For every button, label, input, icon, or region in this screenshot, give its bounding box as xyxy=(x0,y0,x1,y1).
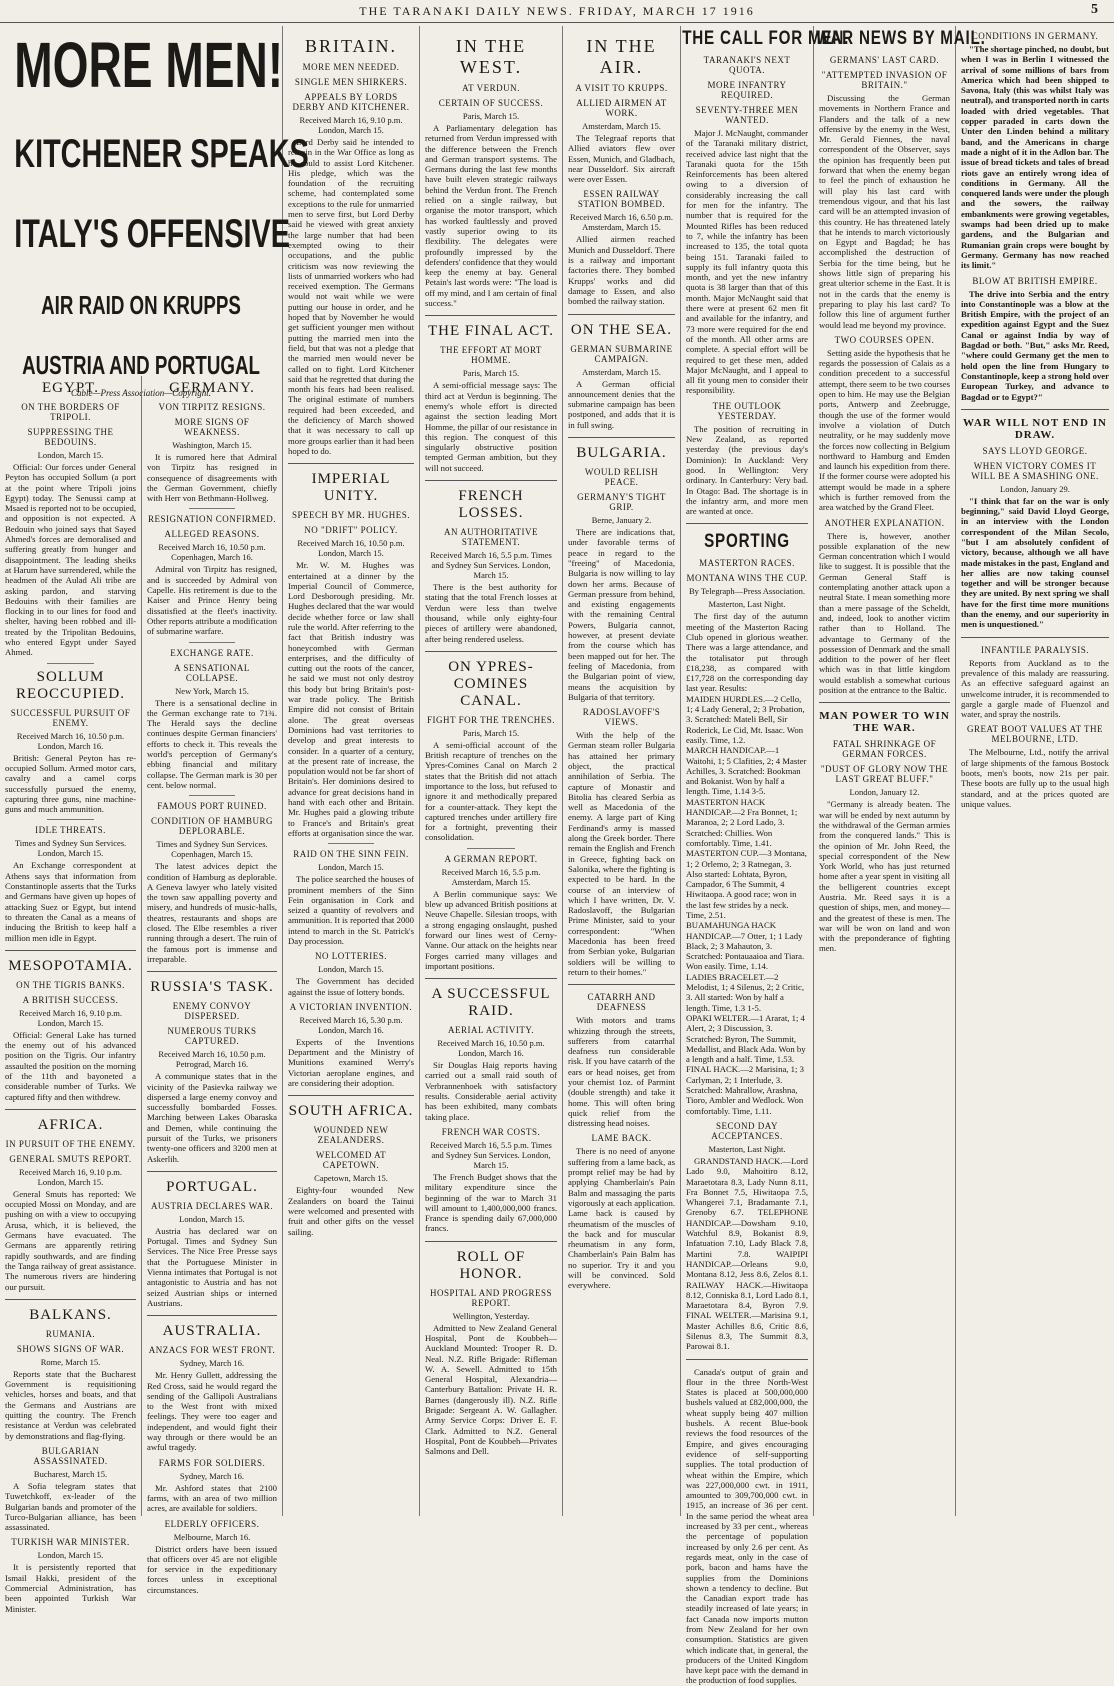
honor-sub1: HOSPITAL AND PROGRESS REPORT. xyxy=(430,1287,552,1308)
sinnfein-dateline: London, March 15. xyxy=(318,862,384,873)
sollum-body: British: General Peyton has re-occupied Sollum. Armed motor cars, cavalry and a camel corps successfully pursued the enemy, capturing three guns, nine machine-guns and much ammunition. xyxy=(5,752,136,815)
radoslavoff-body: With the help of the German steam roller Bulgaria has attained her primary object, the practical annihilation of Serbia. The capture of Monastir and Bitolia has cleared Serbia as well as Macedonia of the enemy. A large part of King Ferdinand's army is massed along the Greek border. There remain the English and French in Greece, fighting back on Salonika, where the fighting is expected to be hard. In the course of an interview of which I have written, Dr. V. Radoslavoff, the Bulgarian Prime Minister, said to your correspondent: "When Macedonia has been freed from Serbian yoke, Bulgarian soldiers will be willing to return to their homes." xyxy=(568,730,675,977)
lottery-body: The Government has decided against the issue of lottery bonds. xyxy=(288,976,414,997)
catarrh-body: With motors and trams whizzing through the streets, sufferers from catarrhal deafness run considerable risk. If you have catarrh of the ears or head noises, get from your chemist 1oz. of Parmint (double strength) and take it home. This will often bring quick relief from the distressing head noises. xyxy=(568,1015,675,1129)
unity-body: Mr. W. M. Hughes was entertained at a dinner by the Imperial Council of Commerce, Lord Desborough presiding. Mr. Hughes declared that the war would decide whether force or law shall rule the world. After referring to the fact that British industry was honeycombed with German enterprises, and the difficulty of cutting out the roots of the cancer, he said we must not only destroy this body but bring Britain's post-war trade policy. The British Empire did not consist of Britain alone. The great overseas Dominions had vast territories to develop and great interests to consider. In a quarter of a century, at the present rate of increase, the population would not be far short of Britain's. Her dominions desired to advance for great decisions hand in hand with each other and Britain. Mr. Hughes paid a glowing tribute to France's and Britain's great efforts at organisation since the war. xyxy=(288,560,414,838)
column-air xyxy=(563,26,681,1516)
bulgarian-body: A Sofia telegram states that Tuwetchkoff, ex-leader of the Bulgarian bands and promoter of the Turco-Bulgarian alliance, has been assassinated. xyxy=(5,1480,136,1533)
exchange-heading: EXCHANGE RATE. xyxy=(170,647,254,658)
another-body: There is, however, another possible explanation of the new German concentration which I would like to suggest. It is possible that the German General Staff is contemplating another attack upon a neutral State. I mean something more than a mere passage of the Scheldt, and, indeed, look to another victim rather than to Holland. The advantage to Germany of the possession of Denmark and the small addition to the power of her fleet which was in that little kingdom would establish a somewhat curious position at the entrance to the Baltic. xyxy=(819,530,950,696)
costs-heading: FRENCH WAR COSTS. xyxy=(441,1126,541,1137)
bulgaria-heading: BULGARIA. xyxy=(576,445,667,462)
honor-dateline: Wellington, Yesterday. xyxy=(452,1310,530,1321)
draw-sub: SAYS LLOYD GEORGE. xyxy=(982,445,1088,456)
final-heading: THE FINAL ACT. xyxy=(427,323,555,340)
raid-dateline: Received March 16, 10.50 p.m. London, March 16. xyxy=(437,1038,545,1059)
australia-body: Mr. Henry Gullett, addressing the Red Cross, said he would regard the sending of the Gallipoli Australians to the West front with mixed feelings. They were too eager and independent, and would fight their way through or there would be an awful tragedy. xyxy=(147,1370,277,1453)
race-result: OPAKI WELTER.—1 Ararat, 1; 4 Alert, 2; 3 Discussion, 3. Scratched: Byron, The Summit, Medallist, and Black Ada. Won by a length and a half. Time, 1.53. xyxy=(686,1012,806,1065)
farms-heading: FARMS FOR SOLDIERS. xyxy=(158,1457,266,1468)
west-body: A Parliamentary delegation has returned from Verdun impressed with the difference between the French and German transport systems. The Germans during the last few months have built eleven strategic railways behind the Verdun front. The French relied on a single railway, but organise the motor transport, which has worked faultlessly and proved vastly superior owing to its flexibility. The delegates were profoundly impressed by the defenders' confidence that they would keep the enemy at bay. General Petain's last words were: "The load is off my mind, and I am certain of final success." xyxy=(425,123,557,309)
africa-sub2: GENERAL SMUTS REPORT. xyxy=(9,1153,132,1164)
balkans-dateline: Rome, March 15. xyxy=(40,1356,101,1367)
costs-dateline: Received March 16, 5.5 p.m. Times and Sydney Sun Services. London, March 15. xyxy=(430,1139,552,1170)
turkish-body: It is persistently reported that Ismail Hakki, president of the Commercial Administration, has been appointed Turkish War Minister. xyxy=(5,1562,136,1614)
draw-heading: WAR WILL NOT END IN DRAW. xyxy=(963,416,1107,441)
sollum-heading: SOLLUM REOCCUPIED. xyxy=(16,668,125,702)
south-africa-sub2: WELCOMED AT CAPETOWN. xyxy=(315,1150,387,1171)
essen-heading: ESSEN RAILWAY STATION BOMBED. xyxy=(577,189,666,210)
divider xyxy=(288,463,414,464)
exchange-sub: A SENSATIONAL COLLAPSE. xyxy=(174,662,250,683)
raid-sub: AERIAL ACTIVITY. xyxy=(448,1025,534,1036)
outlook-heading: THE OUTLOOK YESTERDAY. xyxy=(712,400,782,421)
russia-sub1: ENEMY CONVOY DISPERSED. xyxy=(172,1001,252,1022)
balkans-body: Reports state that the Bucharest Government is requisitioning vehicles, horses and boats, and that the Germans and Austrians are quitting the country. The French resistance at Verdun was celebrated by demonstrations and flag-flying. xyxy=(5,1368,136,1441)
honor-body: Admitted to New Zealand General Hospital, Pont de Koubbeh—Auckland Mounted: Trooper R. D. Neal. N.Z. Rifle Brigade: Rifleman W. A. Sewell. Admitted to 15th General Hospital, Alexandria—Canterbury Battalion: Private H. R. Barnes (dangerously ill). N.Z. Rifle Brigade: Sergeant A. W. Gallagher. Army Service Corps: Driver E. F. Clark. Admitted to N.Z. General Hospital, Pont de Koubbeh—Privates Salmons and Dell. xyxy=(425,1322,557,1457)
invention-body: Experts of the Inventions Department and the Ministry of Munitions examined Werry's Victorian aeroplane engines, and are considering their adoption. xyxy=(288,1036,414,1089)
headline-kitchener: KITCHENER SPEAKS xyxy=(14,132,309,176)
port-heading: FAMOUS PORT RUINED. xyxy=(157,801,267,812)
invention-dateline: Received March 16, 5.30 p.m. London, March 16. xyxy=(299,1014,403,1035)
conditions-heading: CONDITIONS IN GERMANY. xyxy=(971,31,1099,41)
unity-heading: IMPERIAL UNITY. xyxy=(311,471,391,505)
divider xyxy=(147,1315,277,1316)
divider xyxy=(961,409,1109,410)
resign-heading: RESIGNATION CONFIRMED. xyxy=(147,514,276,525)
portugal-dateline: London, March 15. xyxy=(179,1213,245,1224)
divider xyxy=(189,795,236,796)
bulgaria-dateline: Berne, January 2. xyxy=(591,515,652,526)
lameback-heading: LAME BACK. xyxy=(591,1133,652,1144)
blow-body: The drive into Serbia and the entry into Constantinople was a blow at the British Empire, with the project of an expedition against Egypt and the Suez Canal or against India by way of Bagdad or both. "But," asks Mr. Reed, "where could Germany get the men to hold open the line from Hungary to Constantinople, keep a strong hold over European Turkey, and advance to Bagdad or to Egypt?" xyxy=(961,288,1109,402)
germany-heading: GERMANY. xyxy=(169,380,255,396)
second-day-dateline: Masterton, Last Night. xyxy=(708,1143,786,1154)
draw-sub2: WHEN VICTORY COMES IT WILL BE A SMASHING ONE. xyxy=(971,460,1099,481)
german-report-body: A Berlin communique says: We blew up advanced British positions at Neuve Chapelle. Silesian troops, with a strong engaging onslaught, pushed forward our lines west of Cerny-Vanne. Our attack on the heights near Forges carried many villages and important positions. xyxy=(425,888,557,971)
sporting-dateline: Masterton, Last Night. xyxy=(708,599,786,610)
west-heading: IN THE WEST. xyxy=(455,36,527,77)
sporting-heading: SPORTING xyxy=(704,531,790,553)
race-result: MASTERTON CUP.—3 Montana, 1; 2 Orlemo, 2; 3 Ratnegan, 3. Also started: Lohtata, Byron, Campador, 6 The Summit, 4 Hiwitaopa. A good race; won in the last few strides by a neck. Time, 2.51. xyxy=(686,848,807,920)
lameback-body: There is no need of anyone suffering from a lame back, as prompt relief may be had by applying Chamberlain's Pain Balm and massaging the parts vigorously at each application. Lame back is caused by rheumatism of the muscles of the back and for muscular rheumatism in any form, Chamberlain's Pain Balm has no superior. Try it and you will be convinced. Sold everywhere. xyxy=(568,1146,675,1291)
egypt-sub1: ON THE BORDERS OF TRIPOLI. xyxy=(21,402,120,422)
race-result: MAIDEN HURDLES.—2 Cello, 1; 4 Lady General, 2; 3 Probation, 3. Scratched: Mateli Bell, Sir Roderick, Le Cid, Mt. Isaac. Won easily. Time, 1.2. xyxy=(686,693,805,745)
africa-heading: AFRICA. xyxy=(37,1116,104,1133)
germany-sub1: VON TIRPITZ RESIGNS. xyxy=(158,402,266,412)
outlook-body: The position of recruiting in New Zealand, as reported yesterday (the previous day's Dominion): In Auckland: Very good. In Wellington: Very ordinary. In Canterbury: Very bad. In Otago: Bad. The shortage is in the infantry arm, and more men are wanted at once. xyxy=(686,423,808,517)
manpower-sub: FATAL SHRINKAGE OF GERMAN FORCES. xyxy=(832,739,937,760)
ypres-sub: FIGHT FOR THE TRENCHES. xyxy=(426,714,556,725)
manpower-heading: MAN POWER TO WIN THE WAR. xyxy=(819,710,950,735)
divider xyxy=(568,314,675,315)
mesopotamia-sub1: ON THE TIGRIS BANKS. xyxy=(16,979,125,990)
race-result: MASTERTON HACK HANDICAP.—2 Fra Bonnet, 1; Maranoa, 2; 2 Lord Lado, 3. Scratched: Chillies. Won comfortably. Time, 1.41. xyxy=(686,796,798,848)
call-sub1: TARANAKI'S NEXT QUOTA. xyxy=(703,55,791,75)
second-day-body: GRANDSTAND HACK.—Lord Lado 9.0, Mahoitiro 8.12, Maraetotara 8.3, Lady Nunn 8.11, Fra Bonnet 7.5, Hiwitaopa 7.5, Whangerei 7.1, Bradamante 7.1, Grenoby 6.7. TELEPHONE HANDICAP.—Dowsham 9.10, Watchful 8.9, Bokanist 8.9, Infatuation 7.10, Lady Black 7.8, Martini 7.8. WAIPIPI HANDICAP.—Orleans 9.0, Montana 8.12, Jess 8.6, Zelos 8.1. RAILWAY HACK.—Hiwitaopa 8.12, Conniska 8.1, Lord Lado 8.1, Maraetotara 8.4, Byron 7.9. FINAL WELTER.—Marisina 9.1, Master Achilles 8.6, Critic 8.6, Silenus 8.3, The Summit 8.3, Parowai 8.1. xyxy=(686,1155,808,1352)
invention-heading: A VICTORIAN INVENTION. xyxy=(289,1001,413,1012)
divider xyxy=(47,663,94,664)
africa-body: General Smuts has reported: We occupied Mossi on Monday, and are pushing on with a view to occupying Arusa, which, it is believed, the Germans have evacuated. The Germans are apparently retiring rapidly southwards, and are finding the Tanga railway of great assistance. The numerous rivers are hindering our pursuit. xyxy=(5,1188,136,1292)
divider xyxy=(961,637,1109,638)
divider xyxy=(328,843,373,844)
final-sub: THE EFFORT AT MORT HOMME. xyxy=(440,345,542,366)
essen-dateline: Received March 16, 6.50 p.m. Amsterdam, March 15. xyxy=(570,212,673,233)
portugal-sub1: AUSTRIA DECLARES WAR. xyxy=(150,1200,274,1211)
headline-austria: AUSTRIA AND PORTUGAL xyxy=(22,350,260,380)
headline-italy: ITALY'S OFFENSIVE xyxy=(14,212,290,256)
paralysis-body: Reports from Auckland as to the prevalence of this malady are reassuring. As an effective safeguard against an unwelcome intruder, it is recommended to gargle a gargle made of Fluenzol and water, and spray the nostrils. xyxy=(961,657,1109,720)
call-body: Major J. McNaught, commander of the Taranaki military district, received advice last night that the Taranaki quota for the 15th Reinforcements has been altered owing to a diversion of considerably increasing the call for men for the infantry. The number that is required for the Mounted Rifles has been reduced to 7, while the infantry has been increased to 135, the total quota being 151. Taranaki failed to supply its full infantry quota this month, and yet the new infantry quota is 38 larger than that of this month. Major McNaught said that there were at present 62 men fit and available for the infantry, and 73 more were required for the end of the month. All other arms are complete. A special effort will be required to get these men, added Major McNaught, and I appeal to all fit young men to consider their responsibility. xyxy=(686,128,808,396)
courses-heading: TWO COURSES OPEN. xyxy=(834,334,935,345)
manpower-body: "Germany is already beaten. The war will be ended by next autumn by the withdrawal of the German armies from the conquered lands." This is the opinion of Mr. John Reed, the special correspondent of the New York World, who has just returned home after a year spent in visiting all the belligerent countries except Austria. Mr. Reed says it is a question of ships, men, and money—and the greatest of these is men. The war will be won on land and won with the preponderance of fighting men. xyxy=(819,799,950,954)
britain-dateline: Received March 16, 9.10 p.m. London, March 15. xyxy=(299,115,403,135)
unity-sub: SPEECH BY MR. HUGHES. xyxy=(292,510,410,521)
boot-body: The Melbourne, Ltd., notify the arrival of large shipments of the famous Bostock boots, men's boots, now 21s per pair. These boots are fully up to the usual high standard, and at the prices quoted are unique values. xyxy=(961,747,1109,809)
sinnfein-heading: RAID ON THE SINN FEIN. xyxy=(293,849,409,860)
air-sub1: A VISIT TO KRUPPS. xyxy=(575,83,668,93)
divider xyxy=(425,978,557,979)
divider xyxy=(189,642,236,643)
russia-sub2: NUMEROUS TURKS CAPTURED. xyxy=(167,1026,257,1047)
port-dateline: Times and Sydney Sun Services. Copenhagen, March 15. xyxy=(156,839,268,860)
race-result: BUAMAHUNGA HACK HANDICAP.—7 Otter, 1; 1 Lady Black, 2; 3 Mahauton, 3. Scratched: Pontauaaioa and Tiara. Won easily. Time, 1.14. xyxy=(686,920,805,972)
sporting-intro: By Telegraph—Press Association. xyxy=(688,586,806,597)
losses-heading: FRENCH LOSSES. xyxy=(458,488,524,522)
resign-body: Admiral von Tirpitz has resigned, and is succeeded by Admiral von Capelle. His retirement is due to the Kaiser and Prince Henry being dissatisfied at the fleet's inactivity. Other reports attribute a modification of submarine warfare. xyxy=(147,564,277,637)
elderly-dateline: Melbourne, March 16. xyxy=(173,1531,251,1542)
resign-sub: ALLEGED REASONS. xyxy=(164,529,260,540)
column-west xyxy=(420,26,563,1516)
portugal-body: Austria has declared war on Portugal. Times and Sydney Sun Services. The Nice Free Presse says that the Portuguese Minister in Vienna intimates that Portugal is not antagonistic to Austria and has not seized Austrian ships or interned Austrians. xyxy=(147,1225,277,1308)
sollum-dateline: Received March 16, 10.50 p.m. London, March 16. xyxy=(16,730,125,751)
catarrh-heading: CATARRH AND DEAFNESS xyxy=(587,992,656,1013)
call-sub2: MORE INFANTRY REQUIRED. xyxy=(707,80,787,100)
raid-body: Sir Douglas Haig reports having carried out a small raid south of Verbrannenhoek with satisfactory results. Considerable aerial activity has been exhibited, many combats taking place. xyxy=(425,1060,557,1122)
idle-dateline: Times and Sydney Sun Services. London, March 15. xyxy=(14,838,127,859)
australia-dateline: Sydney, March 16. xyxy=(179,1358,245,1369)
second-day-heading: SECOND DAY ACCEPTANCES. xyxy=(711,1120,783,1141)
losses-dateline: Received March 16, 5.5 p.m. Times and Sydney Sun Services. London, March 15. xyxy=(430,550,552,581)
bulgaria-body: There are indications that, under favorable terms of peace in regard to the "freeing" of Macedonia, Bulgaria is now willing to lay down her arms. Because of German pressure from behind, and existing engagements with the remaining Central Powers, Bulgaria cannot, however, at present deviate from the course which has been mapped out for her. The feeling of Macedonia, from the Bulgarian point of view, means the acquisition by Bulgaria of that territory. xyxy=(568,527,675,702)
divider xyxy=(425,651,557,652)
farms-body: Mr. Ashford states that 2100 farms, with an area of two million acres, are available for soldiers. xyxy=(147,1482,277,1514)
south-africa-body: Eighty-four wounded New Zealanders on board the Tainui were welcomed and presented with fruit and other gifts on the vessel sailing. xyxy=(288,1185,414,1237)
radoslavoff-heading: RADOSLAVOFF'S VIEWS. xyxy=(582,707,661,728)
lottery-dateline: London, March 15. xyxy=(318,964,384,975)
turkish-heading: TURKISH WAR MINISTER. xyxy=(11,1537,130,1548)
masthead-title: THE TARANAKI DAILY NEWS. FRIDAY, MARCH 17 1916 xyxy=(359,4,755,18)
race-result: FINAL HACK.—2 Marisina, 1; 3 Carlyman, 2; 1 Interlude, 3. Scratched: Mahrallow, Arashna, Tioro, Ambler and Wedlock. Won comfortably. Time, 1.11. xyxy=(686,1064,804,1116)
divider xyxy=(819,702,950,703)
paralysis-heading: INFANTILE PARALYSIS. xyxy=(980,644,1090,655)
germany-dateline: Washington, March 15. xyxy=(172,440,252,450)
race-results xyxy=(686,694,808,1116)
air-heading: IN THE AIR. xyxy=(586,36,657,77)
britain-sub1: MORE MEN NEEDED. xyxy=(302,62,400,72)
egypt-heading: EGYPT. xyxy=(42,380,99,396)
warnews-body: Discussing the German movements in Northern France and Flanders and the talk of a new offensive by the enemy in the West, Mr. Gerald Fiennes, the naval correspondent of the Observer, says the opinion has frequently been put forward that when the enemy began to feel the pinch of exhaustion he will play his last card with tremendous vigour, and that his last card will be an attempted invasion of this country. He has threatened lately that he intends to march victoriously on Egypt and Bagdad; he has accomplished the destruction of Serbia for the time being, but he shows little sign of preparing his great ulterior scheme in the East. It is not in the cards that the enemy is preparing to play his last card? To follow this line of argument further would lead me beyond my province. xyxy=(819,93,950,330)
divider xyxy=(5,1109,136,1110)
sea-heading: ON THE SEA. xyxy=(570,321,673,338)
sporting-sub1: MASTERTON RACES. xyxy=(699,558,795,569)
australia-heading: AUSTRALIA. xyxy=(162,1323,262,1340)
nz-trade-body: Canada's output of grain and flour in the three North-West States is placed at 500,000,000 bushels valued at £82,000,000, the wheat supply being 407 million bushels. A recent Blue-book reviews the food resources of the Empire, and gives encouraging evidence of self-supporting supplies. The total production of wheat within the Empire, which was 227,000,000 cwt. in 1911, amounted to 309,700,000 cwt. in 1915, an increase of 36 per cent. In the same period the wheat area increased by 33 per cent., whereas the percentage of population increased by only 2.6 per cent. As regards meat, only in the case of pork, bacon and hams have the supplies from the Dominions shown a tendency to decline. But the Canadian export trade has steadily increased of late years; in fact Canada now imports mutton from New Zealand for her own consumption. Statistics are given which indicate that, in general, the producers of the United Kingdom have kept pace with the demand in the production of food supplies. xyxy=(686,1366,808,1686)
losses-body: There is the best authority for stating that the total French losses at Verdun were less than twelve thousand, while only eighty-four pieces of artillery were abandoned, after being rendered useless. xyxy=(425,582,557,644)
south-africa-heading: SOUTH AFRICA. xyxy=(288,1103,414,1120)
south-africa-sub1: WOUNDED NEW ZEALANDERS. xyxy=(313,1125,389,1146)
russia-heading: RUSSIA'S TASK. xyxy=(150,979,274,996)
final-dateline: Paris, March 15. xyxy=(462,368,520,379)
honor-heading: ROLL OF HONOR. xyxy=(456,1248,526,1282)
race-result: MARCH HANDICAP.—1 Waitohi, 1; 5 Clafities, 2; 4 Master Achilles, 3. Scratched: Bookman and Bokanist. Won by half a length. Time, 1.14 3-5. xyxy=(686,745,807,797)
elderly-heading: ELDERLY OFFICERS. xyxy=(164,1518,260,1529)
resign-dateline: Received March 16, 10.50 p.m. Copenhagen, March 16. xyxy=(158,542,266,563)
west-sub1: AT VERDUN. xyxy=(462,83,520,93)
egypt-body: Official: Our forces under General Peyton has occupied Sollum (a port at the point where Tripoli joins Egypt) today. The Senussi camp at Msaed is reported not to be occupied, and opposition is not expected. A Bedouin who joined says that Sayed Ahmed's forces are demoralised and suffering greatly from hunger and disappointment. The leading sheiks at Harum have surrendered, while the headmen of the Aulad Ali tribe are asking pardon, and starving Bedouins with their families are flocking in to our lines for food and shelter, having been robbed and ill-treated by the Tripolitan Bedouins, who entered Egypt under Sayed Ahmed. xyxy=(5,462,136,658)
sporting-body: The first day of the autumn meeting of the Masterton Racing Club opened in glorious weather. There was a large attendance, and the totalisator put through £18,238, as compared with £17,728 on the corresponding day last year. Results: xyxy=(686,611,808,694)
sollum-sub: SUCCESSFUL PURSUIT OF ENEMY. xyxy=(10,707,131,728)
page-number: 5 xyxy=(1091,2,1100,17)
another-heading: ANOTHER EXPLANATION. xyxy=(824,517,945,528)
ypres-heading: ON YPRES-COMINES CANAL. xyxy=(448,658,534,709)
south-africa-dateline: Capetown, March 15. xyxy=(314,1173,388,1184)
lottery-heading: NO LOTTERIES. xyxy=(315,951,387,962)
column-warnews xyxy=(814,26,986,1516)
balkans-sub1: RUMANIA. xyxy=(45,1328,96,1339)
exchange-body: There is a sensational decline in the German exchange rate to 71¾. The Herald says the decline continues despite German financiers' efforts to check it. This reveals the world's perception of Germany's ebbing financial and military collapse. The German mark is 30 per cent. below normal. xyxy=(147,697,277,790)
bulgarian-dateline: Bucharest, March 15. xyxy=(33,1468,108,1479)
bulgaria-sub2: GERMANY'S TIGHT GRIP. xyxy=(577,492,666,513)
ypres-dateline: Paris, March 15. xyxy=(462,727,520,738)
headline-more-men: MORE MEN! xyxy=(14,29,284,101)
russia-body: A communique states that in the vicinity of the Pasievka railway we dispersed a large enemy convoy and successfully bombarded Fosses. Marching between Lakes Obaraska and Demen, while continuing the pursuit of the Turks, we prisoners twenty-one officers and 3200 men at Askerlih. xyxy=(147,1071,277,1164)
turkish-dateline: London, March 15. xyxy=(37,1550,104,1561)
unity-sub2: NO "DRIFT" POLICY. xyxy=(304,525,398,536)
idle-heading: IDLE THREATS. xyxy=(35,825,106,836)
bulgaria-sub1: WOULD RELISH PEACE. xyxy=(584,467,659,488)
essen-body: Allied airmen reached Munich and Dusseldorf. There is a railway and important factories there. They bombed Krupps' works and did damage to Essen, and also bombed the railway station. xyxy=(568,234,675,307)
divider xyxy=(425,480,557,481)
masthead xyxy=(0,0,1114,23)
port-sub: CONDITION OF HAMBURG DEPLORABLE. xyxy=(150,816,273,837)
britain-body: Lord Derby said he intended to remain in the War Office as long as he could to assist Lord Kitchener. His pledge, which was the foundation of the recruiting scheme, had contemplated some exceptions to the rule for unmarried men to serve first, but Lord Derby said he viewed with great anxiety the large number that had been exempted owing to their occupations, and the public criticism was now reviewing the lists of unmarried workers who had received exemption. The Germans would not wait while we were putting our house in order, and he hoped that by November he would get sufficient younger men without putting the married men into the field, but that was not a pledge that the married men would never be called on to fight. Lord Kitchener said that he regretted that during the month his fears had been realised. The original estimate of numbers required had been exceeded, and the deficiency of March showed that it was necessary to call up more groups earlier than it had been hoped to do. xyxy=(288,137,414,456)
german-report-heading: A GERMAN REPORT. xyxy=(444,853,538,864)
manpower-sub2: "DUST OF GLORY NOW THE LAST GREAT BLUFF." xyxy=(820,764,949,785)
balkans-sub2: SHOWS SIGNS OF WAR. xyxy=(16,1343,125,1354)
call-heading: THE CALL FOR MEN. xyxy=(682,28,850,49)
divider xyxy=(568,984,675,985)
exchange-dateline: New York, March 15. xyxy=(175,685,249,696)
sea-body: A German official announcement denies that the submarine campaign has been postponed, and adds that it is in full swing. xyxy=(568,378,675,430)
germany-sub2: MORE SIGNS OF WEAKNESS. xyxy=(174,417,250,437)
column-conditions xyxy=(956,26,1114,1516)
subcolumn-germany xyxy=(142,376,283,1595)
sinnfein-body: The police searched the houses of prominent members of the Sinn Fein organisation in Cork and seized a quantity of revolvers and ammunition. It is reported that 2000 intend to march in the St. Patrick's Day procession. xyxy=(288,874,414,946)
portugal-heading: PORTUGAL. xyxy=(166,1178,258,1195)
idle-body: An Exchange correspondent at Athens says that information from Constantinople asserts that the Turks and Germans have given up hopes of attacking Suez or Egypt, but intend to threaten the Canal as a means of inducing the British to keep half a million men idle in Egypt. xyxy=(5,860,136,943)
wire-credit: Cable—Press Association—Copyright. xyxy=(70,388,211,398)
mesopotamia-dateline: Received March 16, 9.10 p.m. London, March 15. xyxy=(19,1007,122,1028)
draw-dateline: London, January 29. xyxy=(1000,483,1070,494)
divider xyxy=(467,848,515,849)
divider xyxy=(5,950,136,951)
mesopotamia-sub2: A BRITISH SUCCESS. xyxy=(22,994,119,1005)
divider xyxy=(147,971,277,972)
sporting-sub2: MONTANA WINS THE CUP. xyxy=(686,573,808,584)
losses-sub: AN AUTHORITATIVE STATEMENT. xyxy=(443,527,539,548)
boot-heading: GREAT BOOT VALUES AT THE MELBOURNE, LTD. xyxy=(966,724,1104,745)
germany-body: It is rumored here that Admiral von Tirpitz has resigned in consequence of disagreements with the German Government, chiefly with Herr von Bethmann-Hollweg. xyxy=(147,452,277,504)
divider xyxy=(686,1359,808,1360)
column-britain xyxy=(283,26,420,1516)
race-result: LADIES BRACELET.—2 Melodist, 1; 4 Silenus, 2; 2 Critic, 3. All started: Won by half a length. Time, 1.3 1-5. xyxy=(686,971,805,1013)
divider xyxy=(47,819,94,820)
divider xyxy=(686,523,808,524)
mesopotamia-body: Official: General Lake has turned the enemy out of his advanced position on the Tigris. Our infantry assaulted the position on the morning of the 11th and bayoneted a considerable number of Turks. We captured fifty and then withdrew. xyxy=(5,1029,136,1102)
mesopotamia-heading: MESOPOTAMIA. xyxy=(8,957,133,974)
africa-dateline: Received March 16, 9.10 p.m. London, March 15. xyxy=(19,1166,122,1187)
manpower-dateline: London, January 12. xyxy=(849,787,920,798)
west-sub2: CERTAIN OF SUCCESS. xyxy=(438,98,544,108)
russia-dateline: Received March 16, 10.50 p.m. Petrograd, March 16. xyxy=(158,1049,266,1070)
call-sub3: SEVENTY-THREE MEN WANTED. xyxy=(695,105,799,125)
britain-heading: BRITAIN. xyxy=(304,36,398,56)
britain-sub3: APPEALS BY LORDS DERBY AND KITCHENER. xyxy=(292,92,410,112)
ypres-body: A semi-official account of the British recapture of trenches on the Ypres-Comines Canal on March 2 states that the British did not attach importance to the loss, but refused to ignore it and methodically prepared for a counter-attack. They kept the captured trenches under artillery fire for a fortnight, preventing their consolidation. xyxy=(425,739,557,843)
air-sub2: ALLIED AIRMEN AT WORK. xyxy=(576,98,667,118)
sea-sub1: GERMAN SUBMARINE CAMPAIGN. xyxy=(570,343,673,364)
column-call xyxy=(681,26,850,1686)
africa-sub1: IN PURSUIT OF THE ENEMY. xyxy=(5,1138,136,1149)
divider xyxy=(425,315,557,316)
divider xyxy=(189,508,236,509)
west-dateline: Paris, March 15. xyxy=(462,111,520,121)
warnews-heading: WAR NEWS BY MAIL. xyxy=(816,28,986,49)
divider xyxy=(5,1299,136,1300)
costs-body: The French Budget shows that the military expenditure since the beginning of the war to March 31 will amount to 1,400,000,000 francs. France is spending daily 67,000,000 francs. xyxy=(425,1171,557,1234)
warnews-sub1: GERMANS' LAST CARD. xyxy=(829,55,940,65)
headline-air-raid: AIR RAID ON KRUPPS xyxy=(41,290,241,320)
divider xyxy=(147,1171,277,1172)
sea-dateline: Amsterdam, March 15. xyxy=(582,366,661,377)
divider xyxy=(568,437,675,438)
britain-sub2: SINGLE MEN SHIRKERS. xyxy=(294,77,408,87)
divider xyxy=(288,1095,414,1096)
german-report-dateline: Received March 16, 5.5 p.m. Amsterdam, March 15. xyxy=(441,866,541,887)
courses-body: Setting aside the hypothesis that he regards the possession of Calais as a condition precedent to a successful attempt, there seem to be two courses open to him. He may use the Belgian ports, Antwerp and Zeebrugge, though the use of the former would involve a violation of Dutch neutrality, or he may suddenly move the forces now collecting in Belgium northward to Hamburg and Emden and launch his expedition from there. If the former course were adopted his attempt would be made in a sphere which is further removed from the area watched by the Grand Fleet. xyxy=(819,347,950,513)
port-body: The latest advices depict the condition of Hamburg as deplorable. A Geneva lawyer who lately visited the town saw appalling poverty and misery, and hundreds of music-halls, theatres, restaurants and shops are closed. The Elbe resembles a river running through a desert. The ruin of the famous port is immense and irreparable. xyxy=(147,861,277,964)
balkans-heading: BALKANS. xyxy=(29,1306,112,1323)
air-dateline: Amsterdam, March 15. xyxy=(582,121,661,131)
warnews-sub2: "ATTEMPTED INVASION OF BRITAIN." xyxy=(821,70,948,90)
egypt-sub2: SUPPRESSING THE BEDOUINS. xyxy=(27,427,114,447)
raid-heading: A SUCCESSFUL RAID. xyxy=(431,986,551,1020)
subcolumn-egypt xyxy=(0,376,142,1614)
farms-dateline: Sydney, March 16. xyxy=(179,1470,245,1481)
blow-heading: BLOW AT BRITISH EMPIRE. xyxy=(972,275,1098,286)
australia-sub1: ANZACS FOR WEST FRONT. xyxy=(148,1345,276,1356)
unity-dateline: Received March 16, 10.50 p.m. London, March 15. xyxy=(297,538,405,559)
air-body: The Telegraaf reports that Allied aviators flew over Essen, Munich, and Gladbach, near Dusseldorf. Six aircraft were over Essen. xyxy=(568,133,675,185)
elderly-body: District orders have been issued that officers over 45 are not eligible for service in the expeditionary forces unless in exceptional circumstances. xyxy=(147,1543,277,1595)
final-body: A semi-official message says: The third act at Verdun is beginning. The enemy's whole effort is directed against the section leading Mort Homme, the pillar of our resistance in this region. The conquest of this singularly obstructive position tempted German ambition, but they will not succeed. xyxy=(425,380,557,473)
bulgarian-heading: BULGARIAN ASSASSINATED. xyxy=(33,1445,108,1466)
divider xyxy=(425,1241,557,1242)
draw-body: "I think that far on the war is only beginning," said David Lloyd George, in an interview with the London correspondent of the Milan Secolo, "but I am absolutely confident of victory, because, although we all have made mistakes in the past, England and her allies are now taking counsel together and will be stronger because they are united. By next spring we shall have for the first time more munitions than the enemy, and our superiority in men is unquestioned." xyxy=(961,495,1109,630)
conditions-body: "The shortage pinched, no doubt, but when I was in Berlin I witnessed the arrival of some millions of bars from America which had been shipped to Savona, Italy (this was whilst Italy was neutral), and transported north in carts loaded with dried vegetables. That copper paraded in carts down the Unter den Linden behind a military band, and the Americans in charge made a night of it in the Adlon bar. The issue of bread tickets and tales of bread riots gave an entirely wrong idea of conditions in Germany. All the conquered lands were under the plough and the sowers, the railway embankments were growing vegetables, swamps had been dried up to make gardens, and the Bulgarian and Rumanian grain crops were bought by Germany. Germany has now reached its limit." xyxy=(961,44,1109,271)
egypt-dateline: London, March 15. xyxy=(37,450,104,460)
